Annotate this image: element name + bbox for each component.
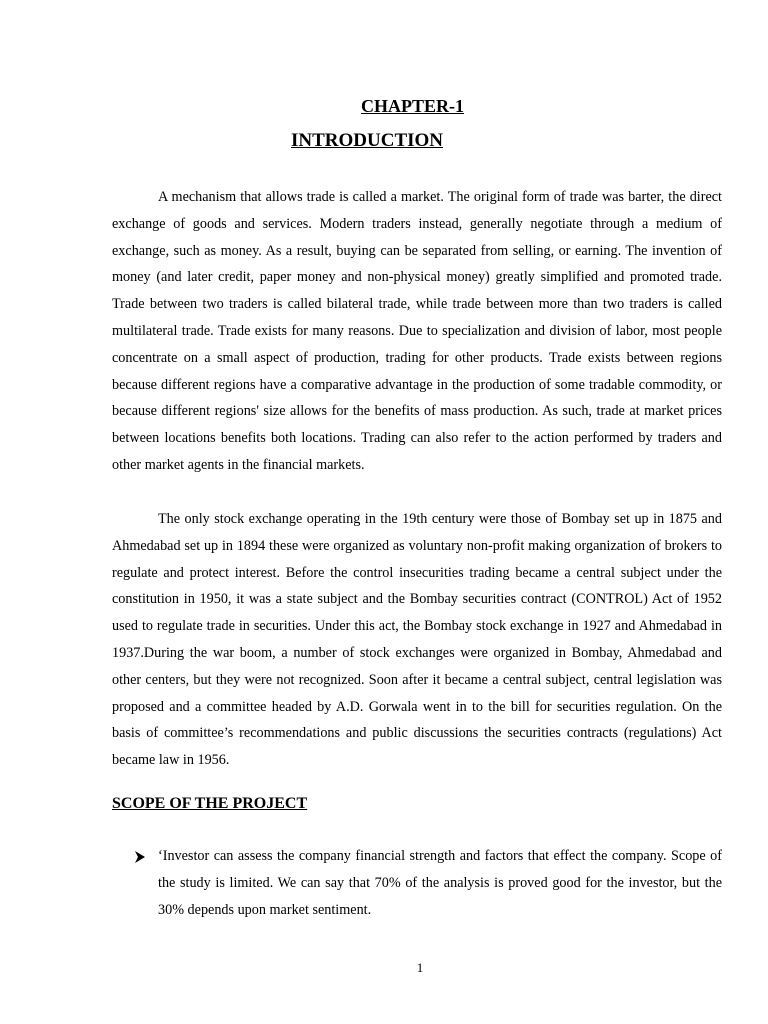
paragraph-introduction: A mechanism that allows trade is called a market. The original form of trade was barter, the direct exchange of goods and services. Modern traders instead, generally negotiate through a medium of exchange, such as money. As a result, buying can be separated from selling, or earning. The invention of money (and later credit, paper money and non-physical money) greatly simplified and promoted trade. Trade between two traders is called bilateral trade, while trade between more than two traders is called multilateral trade. Trade exists for many reasons. Due to specialization and division of labor, most people concentrate on a small aspect of production, trading for other products. Trade exists between regions because different regions have a comparative advantage in the production of some tradable commodity, or because different regions' size allows for the benefits of mass production. As such, trade at market prices between locations benefits both locations. Trading can also refer to the action performed by traders and other market agents in the financial markets.: [112, 189, 722, 473]
page-number: 1: [416, 960, 424, 975]
chapter-label: CHAPTER-1: [361, 96, 464, 116]
list-item: [134, 843, 722, 923]
scope-bullet-text: ‘Investor can assess the company financial strength and factors that effect the company. Scope of the study is limited. We can say that 70% of the analysis is proved good for the investor, but the 30% depends upon market sentiment.: [158, 848, 722, 918]
section-title: INTRODUCTION: [291, 130, 444, 151]
paragraph-stock-exchange-history: The only stock exchange operating in the 19th century were those of Bombay set up in 1875 and Ahmedabad set up in 1894 these were organized as voluntary non-profit making organization of brokers to regulate and protect interest. Before the control insecurities trading became a central subject under the constitution in 1950, it was a state subject and the Bombay securities contract (CONTROL) Act of 1952 used to regulate trade in securities. Under this act, the Bombay stock exchange in 1927 and Ahmedabad in 1937.During the war boom, a number of stock exchanges were organized in Bombay, Ahmedabad and other centers, but they were not recognized. Soon after it became a central subject, central legislation was proposed and a committee headed by A.D. Gorwala went in to the bill for securities regulation. On the basis of committee’s recommendations and public discussions the securities contracts (regulations) Act became law in 1956.: [112, 511, 722, 769]
scope-heading: SCOPE OF THE PROJECT: [112, 795, 308, 812]
arrow-bullet-icon: [134, 851, 146, 863]
